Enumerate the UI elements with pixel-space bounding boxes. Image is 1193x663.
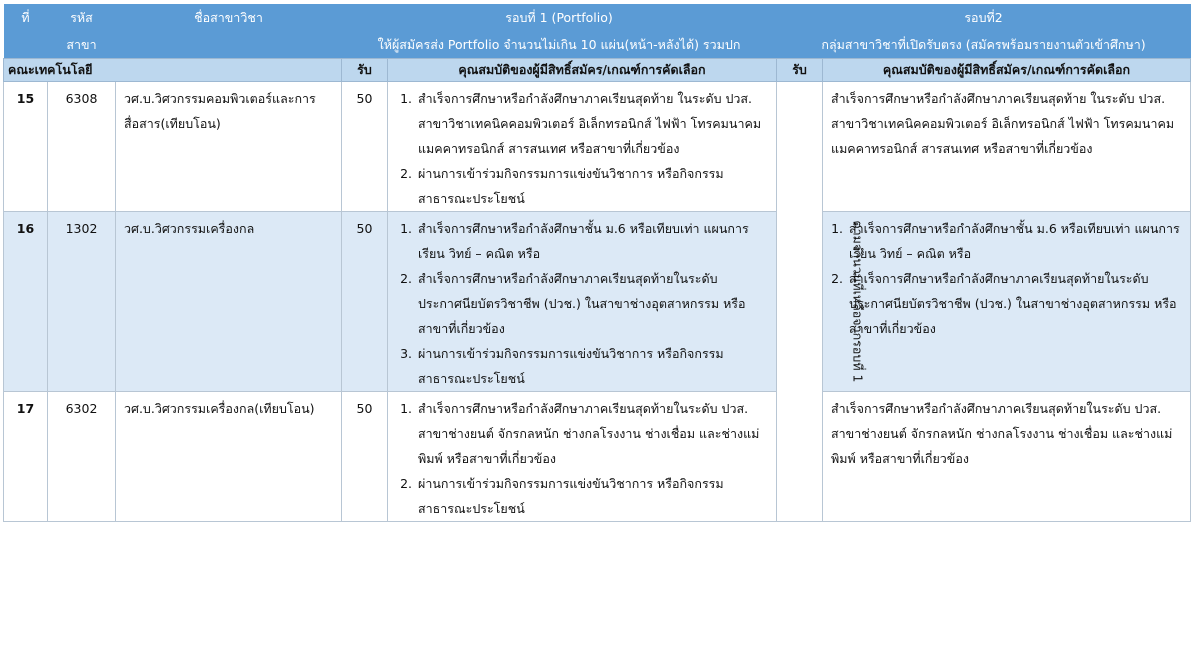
round2-accept-text: ตามจำนวนที่เหลือจากรอบที่ 1	[850, 220, 866, 383]
header-round1-title: รอบที่ 1 (Portfolio)	[342, 4, 777, 31]
row-no: 15	[4, 82, 48, 212]
criteria-header-1: คุณสมบัติของผู้มีสิทธิ์สมัคร/เกณฑ์การคัดเลือก	[388, 59, 777, 82]
criteria-item: 1. สำเร็จการศึกษาหรือกำลังศึกษาภาคเรียนสุดท้าย ในระดับ ปวส. สาขาวิชาเทคนิคคอมพิวเตอร์ อิเล็กทรอนิกส์ ไฟฟ้า โทรคมนาคม แมคคาทรอนิกส์ สารสนเทศ หรือสาขาที่เกี่ยวข้อง	[416, 86, 770, 161]
table-row	[4, 212, 1191, 392]
row-name: วศ.บ.วิศวกรรมเครื่องกล(เทียบโอน)	[116, 392, 342, 522]
criteria-item: 2. ผ่านการเข้าร่วมกิจกรรมการแข่งขันวิชาการ หรือกิจกรรมสาธารณะประโยชน์	[416, 471, 770, 521]
row-code: 6308	[48, 82, 116, 212]
row-round1-criteria	[388, 212, 777, 392]
accept-header-2: รับ	[777, 59, 823, 82]
subheader-row	[4, 59, 1191, 82]
criteria-item: 1. สำเร็จการศึกษาหรือกำลังศึกษาชั้น ม.6 หรือเทียบเท่า แผนการเรียน วิทย์ – คณิต หรือ	[847, 216, 1184, 266]
row-code: 1302	[48, 212, 116, 392]
header-row-1	[4, 4, 1191, 31]
criteria-item: 2. สำเร็จการศึกษาหรือกำลังศึกษาภาคเรียนสุดท้ายในระดับประกาศนียบัตรวิชาชีพ (ปวช.) ในสาขาช่างอุตสาหกรรม หรือสาขาที่เกี่ยวข้อง	[847, 266, 1184, 341]
row-accept: 50	[342, 212, 388, 392]
row-round2-criteria: สำเร็จการศึกษาหรือกำลังศึกษาภาคเรียนสุดท้ายในระดับ ปวส. สาขาช่างยนต์ จักรกลหนัก ช่างกลโรงงาน ช่างเชื่อม และช่างแม่พิมพ์ หรือสาขาที่เกี่ยวข้อง	[823, 392, 1191, 522]
header-code-2: สาขา	[48, 31, 116, 59]
header-round2-sub: กลุ่มสาขาวิชาที่เปิดรับตรง (สมัครพร้อมรายงานตัวเข้าศึกษา)	[777, 31, 1191, 59]
row-round2-criteria	[823, 212, 1191, 392]
header-code-1: รหัส	[48, 4, 116, 31]
criteria-item: 3. ผ่านการเข้าร่วมกิจกรรมการแข่งขันวิชาการ หรือกิจกรรมสาธารณะประโยชน์	[416, 341, 770, 391]
row-round1-criteria	[388, 392, 777, 522]
row-accept: 50	[342, 392, 388, 522]
criteria-header-2: คุณสมบัติของผู้มีสิทธิ์สมัคร/เกณฑ์การคัดเลือก	[823, 59, 1191, 82]
criteria-item: 1. สำเร็จการศึกษาหรือกำลังศึกษาชั้น ม.6 หรือเทียบเท่า แผนการเรียน วิทย์ – คณิต หรือ	[416, 216, 770, 266]
row-no: 17	[4, 392, 48, 522]
row-round1-criteria	[388, 82, 777, 212]
row-no: 16	[4, 212, 48, 392]
row-code: 6302	[48, 392, 116, 522]
header-name: ชื่อสาขาวิชา	[116, 4, 342, 31]
header-round2-title: รอบที่2	[777, 4, 1191, 31]
header-row-2	[4, 31, 1191, 59]
row-name: วศ.บ.วิศวกรรมเครื่องกล	[116, 212, 342, 392]
accept-header-1: รับ	[342, 59, 388, 82]
header-round1-sub: ให้ผู้สมัครส่ง Portfolio จำนวนไม่เกิน 10 แผ่น(หน้า-หลังได้) รวมปก	[342, 31, 777, 59]
table-row	[4, 82, 1191, 212]
criteria-item: 1. สำเร็จการศึกษาหรือกำลังศึกษาภาคเรียนสุดท้ายในระดับ ปวส. สาขาช่างยนต์ จักรกลหนัก ช่างกลโรงงาน ช่างเชื่อม และช่างแม่พิมพ์ หรือสาขาที่เกี่ยวข้อง	[416, 396, 770, 471]
row-accept: 50	[342, 82, 388, 212]
admission-table	[3, 4, 1191, 522]
criteria-item: 2. สำเร็จการศึกษาหรือกำลังศึกษาภาคเรียนสุดท้ายในระดับประกาศนียบัตรวิชาชีพ (ปวช.) ในสาขาช่างอุตสาหกรรม หรือสาขาที่เกี่ยวข้อง	[416, 266, 770, 341]
criteria-item: 2. ผ่านการเข้าร่วมกิจกรรมการแข่งขันวิชาการ หรือกิจกรรมสาธารณะประโยชน์	[416, 161, 770, 211]
row-round2-criteria: สำเร็จการศึกษาหรือกำลังศึกษาภาคเรียนสุดท้าย ในระดับ ปวส. สาขาวิชาเทคนิคคอมพิวเตอร์ อิเล็กทรอนิกส์ ไฟฟ้า โทรคมนาคม แมคคาทรอนิกส์ สารสนเทศ หรือสาขาที่เกี่ยวข้อง	[823, 82, 1191, 212]
row-name: วศ.บ.วิศวกรรมคอมพิวเตอร์และการสื่อสาร(เทียบโอน)	[116, 82, 342, 212]
header-no: ที่	[4, 4, 48, 31]
round2-accept-vertical	[777, 82, 866, 522]
faculty-label: คณะเทคโนโลยี	[4, 59, 342, 82]
table-row	[4, 392, 1191, 522]
